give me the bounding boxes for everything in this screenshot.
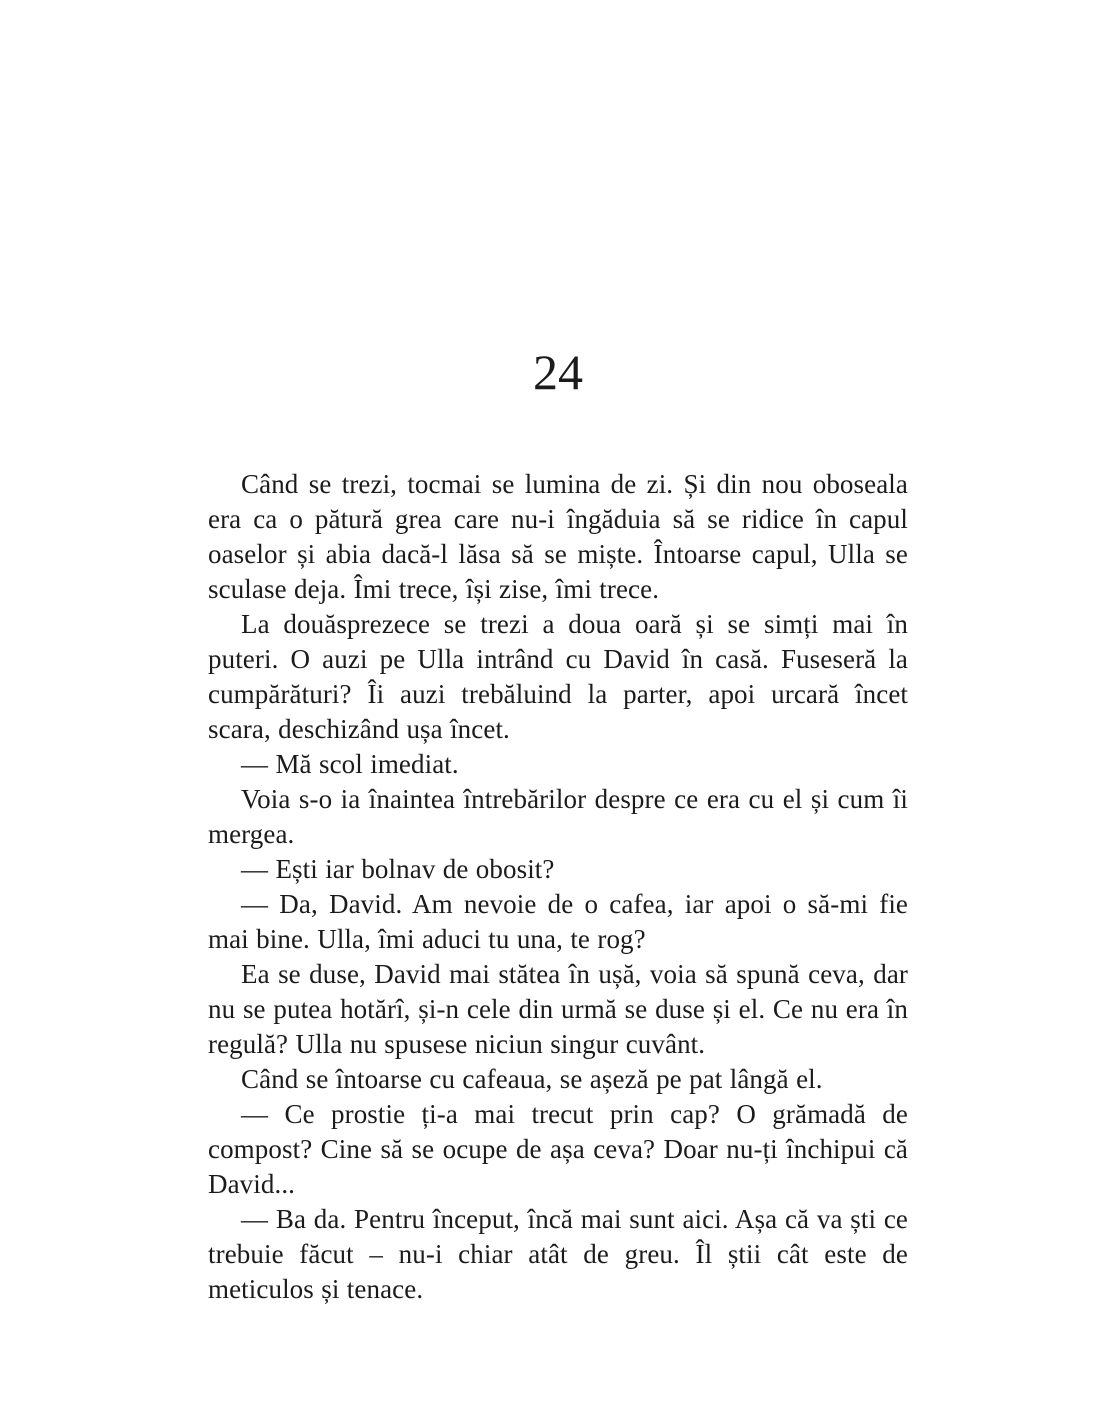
paragraph-dialogue: — Da, David. Am nevoie de o cafea, iar apoi o să-mi fie mai bine. Ulla, îmi aduci tu una, te rog?	[208, 889, 908, 954]
paragraph: Când se întoarse cu cafeaua, se așeză pe pat lângă el.	[241, 1064, 823, 1094]
paragraph: Ea se duse, David mai stătea în ușă, voia să spună ceva, dar nu se putea hotărî, și-n cele din urmă se duse și el. Ce nu era în regulă? Ulla nu spusese niciun singur cuvânt.	[208, 959, 908, 1059]
paragraph: Voia s-o ia înaintea întrebărilor despre ce era cu el și cum îi mergea.	[208, 784, 908, 849]
paragraph-dialogue: — Mă scol imediat.	[241, 749, 459, 779]
paragraph: La douăsprezece se trezi a doua oară și se simți mai în puteri. O auzi pe Ulla intrând cu David în casă. Fuseseră la cumpărături? Îi auzi trebăluind la parter, apoi urcară încet scara, deschizând ușa încet.	[208, 609, 908, 744]
paragraph-dialogue: — Ești iar bolnav de obosit?	[241, 854, 555, 884]
chapter-number: 24	[533, 344, 583, 400]
paragraph-dialogue: — Ba da. Pentru început, încă mai sunt aici. Așa că va ști ce trebuie făcut – nu-i chiar atât de greu. Îl știi cât este de meticulos și tenace.	[208, 1204, 908, 1304]
paragraph: Când se trezi, tocmai se lumina de zi. Și din nou oboseala era ca o pătură grea care nu-i îngăduia să se ridice în capul oaselor și abia dacă-l lăsa să se miște. Întoarse capul, Ulla se sculase deja. Îmi trece, își zise, îmi trece.	[208, 469, 908, 604]
paragraph-dialogue: — Ce prostie ți-a mai trecut prin cap? O grămadă de compost? Cine să se ocupe de așa ceva? Doar nu-ți închipui că David...	[208, 1099, 908, 1199]
page-text	[208, 467, 908, 1307]
